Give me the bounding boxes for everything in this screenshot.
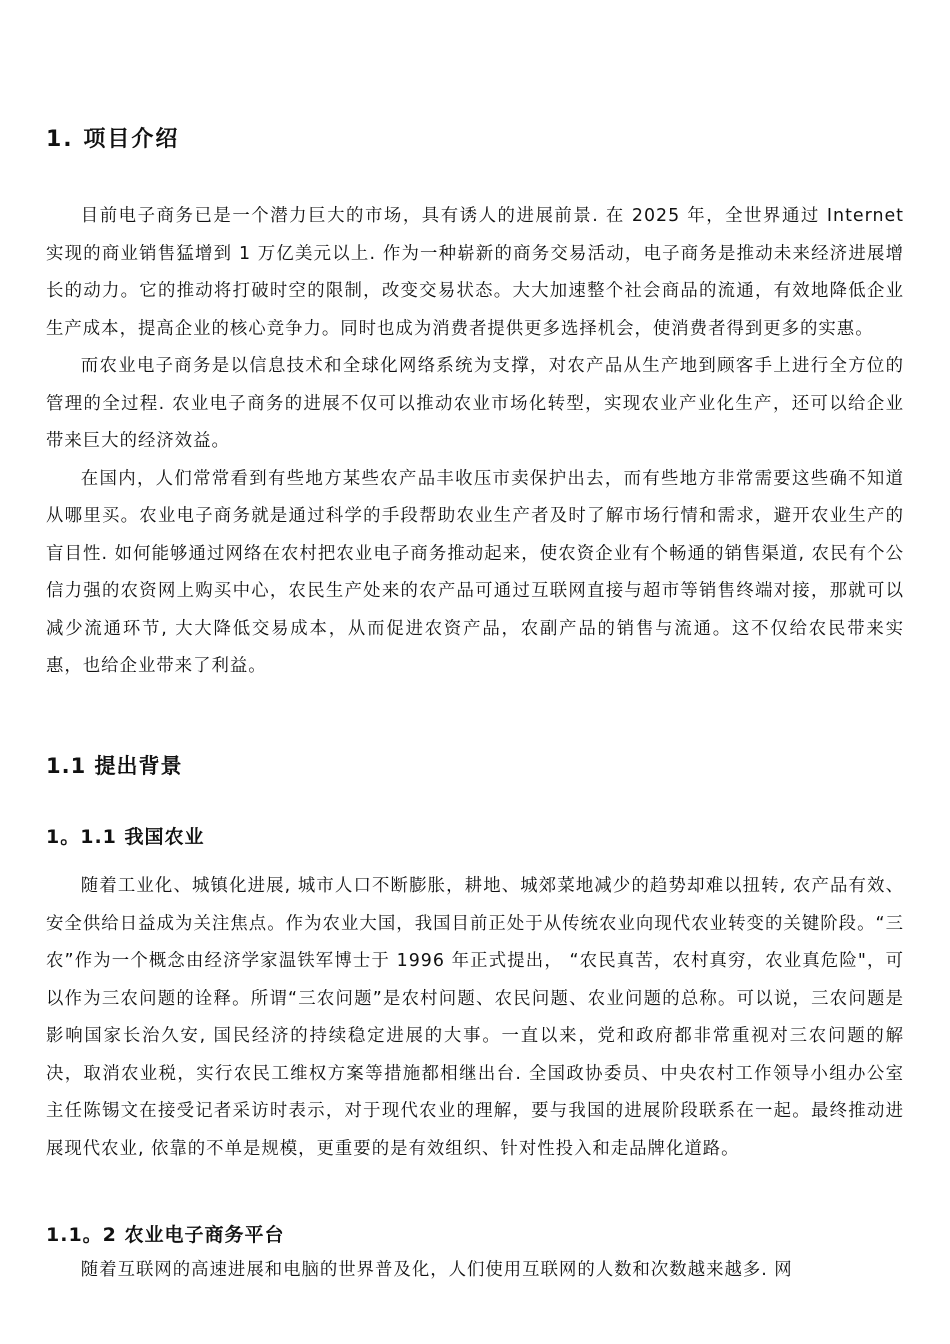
section-heading-background: 1.1 提出背景 [46,754,183,778]
platform-paragraph: 随着互联网的高速进展和电脑的世界普及化，人们使用互联网的人数和次数越来越多. 网 [80,1260,793,1280]
section-heading-intro: 1. 项目介绍 [46,127,180,152]
subsection-heading-platform: 1.1。2 农业电子商务平台 [46,1224,285,1246]
intro-paragraph-1: 目前电子商务已是一个潜力巨大的市场，具有诱人的进展前景. 在 2025 年，全世界通过 Internet 实现的商业销售猛增到 1 万亿美元以上. 作为一种崭新的商务交易活动，电子商务是推动未来经济进展增长的动力。它的推动将打破时空的限制，改变交易状态。大大加速整个社会商品的流通，有效地降低企业生产成本，提高企业的核心竞争力。同时也成为消费者提供更多选择机会，使消费者得到更多的实惠。 [46,206,904,339]
agriculture-body [46,868,904,1168]
intro-body [46,198,904,686]
subsection-heading-agriculture: 1。1.1 我国农业 [46,826,205,848]
platform-body [46,1252,904,1290]
intro-paragraph-2: 而农业电子商务是以信息技术和全球化网络系统为支撑，对农产品从生产地到顾客手上进行全方位的管理的全过程. 农业电子商务的进展不仅可以推动农业市场化转型，实现农业产业化生产，还可以给企业带来巨大的经济效益。 [46,356,904,451]
agriculture-paragraph: 随着工业化、城镇化进展, 城市人口不断膨胀，耕地、城郊菜地减少的趋势却难以扭转, 农产品有效、安全供给日益成为关注焦点。作为农业大国，我国目前正处于从传统农业向现代农业转变的关键阶段。“三农”作为一个概念由经济学家温铁军博士于 1996 年正式提出， “农民真苦，农村真穷，农业真危险"，可以作为三农问题的诠释。所谓“三农问题”是农村问题、农民问题、农业问题的总称。可以说，三农问题是影响国家长治久安, 国民经济的持续稳定进展的大事。一直以来，党和政府都非常重视对三农问题的解决，取消农业税，实行农民工维权方案等措施都相继出台. 全国政协委员、中央农村工作领导小组办公室主任陈锡文在接受记者采访时表示，对于现代农业的理解，要与我国的进展阶段联系在一起。最终推动进展现代农业, 依靠的不单是规模，更重要的是有效组织、针对性投入和走品牌化道路。 [46,876,904,1159]
intro-paragraph-3: 在国内，人们常常看到有些地方某些农产品丰收压市卖保护出去，而有些地方非常需要这些确不知道从哪里买。农业电子商务就是通过科学的手段帮助农业生产者及时了解市场行情和需求，避开农业生产的盲目性. 如何能够通过网络在农村把农业电子商务推动起来，使农资企业有个畅通的销售渠道, 农民有个公信力强的农资网上购买中心，农民生产处来的农产品可通过互联网直接与超市等销售终端对接，那就可以减少流通环节, 大大降低交易成本，从而促进农资产品，农副产品的销售与流通。这不仅给农民带来实惠，也给企业带来了利益。 [46,468,904,676]
